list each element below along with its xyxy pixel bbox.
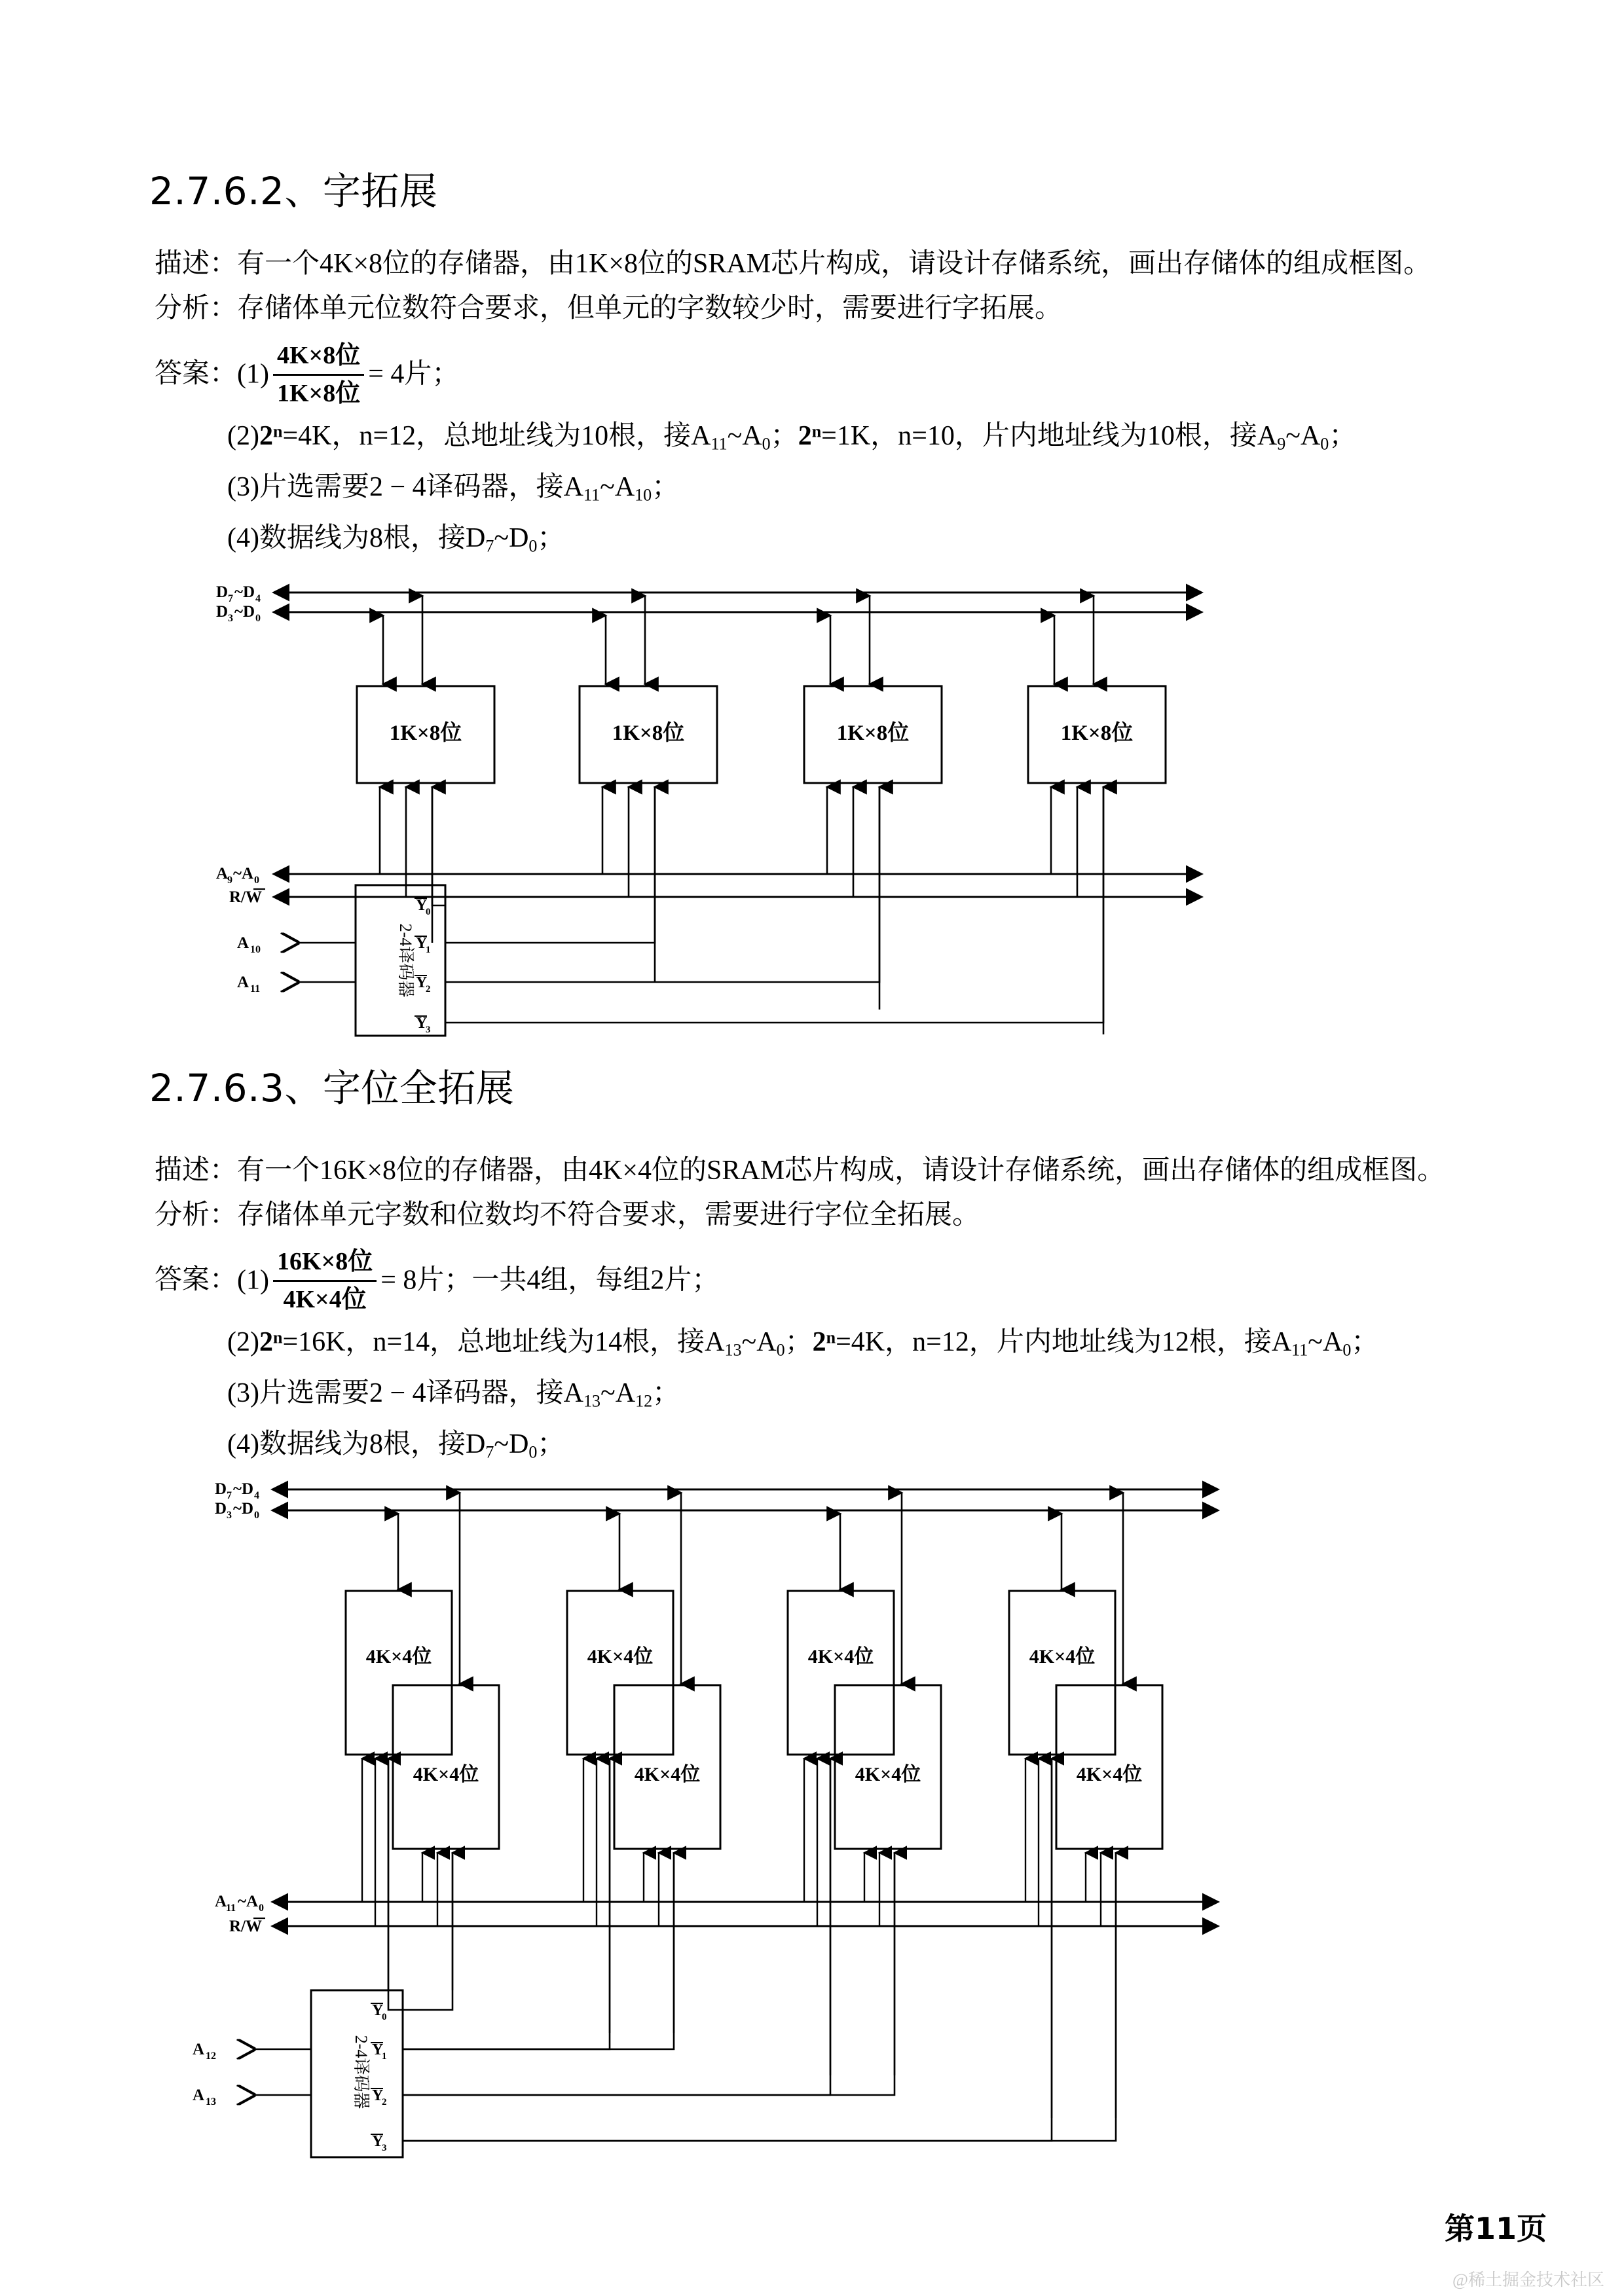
answer-label: 答案： (155, 359, 238, 390)
svg-text:~D: ~D (233, 1500, 254, 1518)
analysis-label: 分析： (155, 293, 238, 323)
svg-text:1K×8位: 1K×8位 (612, 721, 685, 745)
item-index: (4) (227, 523, 259, 553)
fraction-chip-count (273, 1245, 377, 1317)
semicolon: ； (770, 421, 798, 451)
fraction-denominator: 4K×4位 (283, 1286, 367, 1314)
svg-text:2-4译码器: 2-4译码器 (352, 2035, 371, 2109)
semicolon-2: ； (1351, 1327, 1379, 1357)
svg-text:4K×4位: 4K×4位 (1076, 1764, 1143, 1785)
svg-text:Y: Y (416, 935, 428, 952)
data-tilde: ~D (494, 1429, 529, 1459)
svg-text:4K×4位: 4K×4位 (634, 1764, 701, 1785)
svg-text:0: 0 (382, 2012, 387, 2022)
item-text-b: =4K，n=12，片内地址线为12根，接A (836, 1327, 1292, 1357)
section2-answer-item-3 (227, 1375, 680, 1412)
description-label: 描述： (155, 249, 238, 279)
data-tilde: ~D (494, 523, 529, 553)
item-text-a: =16K，n=14，总地址线为14根，接A (282, 1327, 725, 1357)
svg-text:~D: ~D (234, 603, 255, 621)
item-index: (1) (237, 1265, 269, 1296)
svg-text:4K×4位: 4K×4位 (807, 1646, 874, 1667)
svg-text:D: D (216, 583, 229, 601)
svg-text:3: 3 (426, 1025, 431, 1035)
section2-description (155, 1152, 1445, 1190)
svg-text:1K×8位: 1K×8位 (1060, 721, 1134, 745)
fraction-numerator: 16K×8位 (273, 1245, 377, 1282)
semicolon-2: ； (1329, 421, 1357, 451)
item-result: = 4片； (368, 359, 460, 390)
svg-text:R/W: R/W (229, 1918, 262, 1935)
description-text: 有一个16K×8位的存储器，由4K×4位的SRAM芯片构成，请设计存储系统，画出存储体的组成框图。 (237, 1156, 1445, 1186)
svg-text:1K×8位: 1K×8位 (389, 721, 462, 745)
item-index: (4) (227, 1429, 259, 1459)
svg-text:11: 11 (250, 983, 261, 994)
svg-text:Y: Y (416, 1015, 428, 1032)
addr-sub-high: 13 (583, 1391, 601, 1411)
item-index: (3) (227, 1378, 259, 1408)
item-text: 片选需要2 − 4译码器，接A (259, 1378, 584, 1408)
svg-text:7: 7 (228, 593, 233, 604)
svg-text:10: 10 (250, 944, 261, 955)
svg-text:Y: Y (372, 2002, 384, 2019)
addr-sub-low: 10 (635, 485, 652, 505)
svg-text:3: 3 (382, 2143, 387, 2153)
svg-text:2: 2 (382, 2097, 387, 2107)
watermark-text: @稀土掘金技术社区 (1452, 2270, 1604, 2289)
svg-text:A: A (192, 2086, 204, 2104)
data-sub-low: 0 (528, 1442, 538, 1462)
data-sub-low: 0 (528, 536, 538, 556)
svg-text:3: 3 (227, 1510, 232, 1521)
svg-text:0: 0 (426, 907, 431, 917)
item-text: 数据线为8根，接D (259, 523, 486, 553)
description-label: 描述： (155, 1156, 238, 1186)
semicolon: ； (652, 1378, 680, 1408)
pow-exponent: n (272, 422, 283, 441)
analysis-label: 分析： (155, 1200, 238, 1230)
semicolon: ； (537, 523, 565, 553)
section2-answer-item-2 (227, 1324, 1378, 1361)
svg-text:~A: ~A (238, 1893, 259, 1910)
section-heading-1: 2.7.6.2、字拓展 (149, 169, 438, 213)
svg-text:R/W: R/W (229, 888, 262, 906)
svg-text:0: 0 (254, 875, 259, 886)
item-index: (2) (227, 421, 259, 451)
svg-text:2: 2 (426, 984, 431, 994)
analysis-text: 存储体单元字数和位数均不符合要求，需要进行字位全拓展。 (237, 1200, 980, 1230)
svg-text:9: 9 (227, 875, 232, 886)
svg-text:Y: Y (372, 2041, 384, 2058)
item-index: (2) (227, 1327, 259, 1357)
section1-analysis (155, 290, 1062, 327)
item-index: (1) (237, 359, 269, 390)
addr-sub-low: 0 (776, 1340, 785, 1360)
svg-text:13: 13 (206, 2096, 216, 2107)
fraction-denominator: 1K×8位 (277, 380, 361, 408)
svg-text:1: 1 (426, 945, 431, 955)
section1-description (155, 246, 1431, 283)
addr2-sub-low: 0 (1320, 434, 1329, 454)
svg-text:~D: ~D (233, 1480, 254, 1498)
pow-base-2: 2 (812, 1327, 826, 1357)
svg-text:12: 12 (206, 2050, 216, 2062)
word-bit-full-expansion-diagram (177, 1473, 1290, 2193)
svg-text:D: D (215, 1480, 227, 1498)
svg-text:1K×8位: 1K×8位 (836, 721, 910, 745)
item-text: 片选需要2 − 4译码器，接A (259, 472, 584, 502)
section2-answer-item-1 (155, 1247, 719, 1319)
svg-text:Y: Y (372, 2087, 384, 2104)
svg-text:0: 0 (259, 1903, 264, 1914)
pow-base: 2 (259, 1327, 273, 1357)
svg-text:4: 4 (255, 593, 261, 604)
section2-analysis (155, 1197, 980, 1234)
addr-tilde: ~A (741, 1327, 777, 1357)
svg-text:11: 11 (226, 1903, 236, 1914)
svg-text:A: A (215, 1893, 227, 1910)
svg-text:7: 7 (227, 1490, 232, 1501)
svg-text:3: 3 (228, 613, 233, 624)
svg-text:A: A (236, 974, 249, 991)
svg-text:4K×4位: 4K×4位 (1029, 1646, 1096, 1667)
svg-text:~D: ~D (234, 583, 255, 601)
svg-text:A: A (216, 865, 229, 883)
item-text-a: =4K，n=12，总地址线为10根，接A (282, 421, 711, 451)
svg-text:Y: Y (416, 897, 428, 914)
item-text-b: =1K，n=10，片内地址线为10根，接A (821, 421, 1278, 451)
semicolon: ； (652, 472, 680, 502)
analysis-text: 存储体单元位数符合要求，但单元的字数较少时，需要进行字拓展。 (237, 293, 1063, 323)
svg-text:4K×4位: 4K×4位 (855, 1764, 921, 1785)
svg-text:4K×4位: 4K×4位 (587, 1646, 654, 1667)
addr-sub-low: 0 (762, 434, 771, 454)
addr-tilde: ~A (600, 1378, 636, 1408)
pow-base-2: 2 (798, 421, 812, 451)
addr-tilde: ~A (727, 421, 762, 451)
addr2-tilde: ~A (1308, 1327, 1343, 1357)
item-text: 数据线为8根，接D (259, 1429, 486, 1459)
section1-answer-item-2 (227, 418, 1356, 455)
fraction-numerator: 4K×8位 (273, 339, 364, 376)
section-heading-2: 2.7.6.3、字位全拓展 (149, 1066, 515, 1110)
addr-sub-high: 11 (583, 485, 600, 505)
pow-exponent-2: n (811, 422, 822, 441)
svg-text:1: 1 (382, 2051, 387, 2062)
pow-exponent: n (272, 1328, 283, 1347)
page-number: 第11页 (1444, 2211, 1547, 2246)
addr-sub-high: 13 (724, 1340, 742, 1360)
addr2-sub-high: 9 (1277, 434, 1286, 454)
addr-sub-high: 11 (710, 434, 728, 454)
svg-text:Y: Y (372, 2133, 384, 2150)
data-sub-high: 7 (485, 1442, 494, 1462)
word-expansion-diagram (216, 576, 1283, 1048)
svg-text:A: A (192, 2041, 204, 2058)
addr2-tilde: ~A (1285, 421, 1321, 451)
fraction-chip-count (273, 339, 364, 411)
addr2-sub-low: 0 (1342, 1340, 1352, 1360)
svg-text:0: 0 (255, 613, 261, 624)
svg-text:D: D (215, 1500, 227, 1518)
section1-answer-item-1 (155, 340, 459, 412)
item-result: = 8片；一共4组，每组2片； (380, 1265, 720, 1296)
section2-answer-item-4 (227, 1426, 564, 1463)
description-text: 有一个4K×8位的存储器，由1K×8位的SRAM芯片构成，请设计存储系统，画出存储体的组成框图。 (237, 249, 1431, 279)
svg-text:A: A (236, 934, 249, 952)
addr-tilde: ~A (600, 472, 635, 502)
svg-text:~A: ~A (233, 865, 254, 883)
svg-text:4: 4 (254, 1490, 259, 1501)
pow-exponent-2: n (826, 1328, 836, 1347)
semicolon: ； (537, 1429, 565, 1459)
addr-sub-low: 12 (635, 1391, 653, 1411)
svg-text:D: D (216, 603, 229, 621)
answer-label: 答案： (155, 1265, 238, 1296)
svg-text:0: 0 (254, 1510, 259, 1521)
pow-base: 2 (259, 421, 273, 451)
addr2-sub-high: 11 (1291, 1340, 1308, 1360)
svg-text:4K×4位: 4K×4位 (413, 1764, 479, 1785)
item-index: (3) (227, 472, 259, 502)
section1-answer-item-3 (227, 469, 679, 506)
svg-text:Y: Y (416, 974, 428, 991)
data-sub-high: 7 (485, 536, 494, 556)
section1-answer-item-4 (227, 520, 564, 557)
semicolon: ； (784, 1327, 813, 1357)
svg-text:4K×4位: 4K×4位 (365, 1646, 432, 1667)
svg-text:2-4译码器: 2-4译码器 (396, 923, 415, 998)
